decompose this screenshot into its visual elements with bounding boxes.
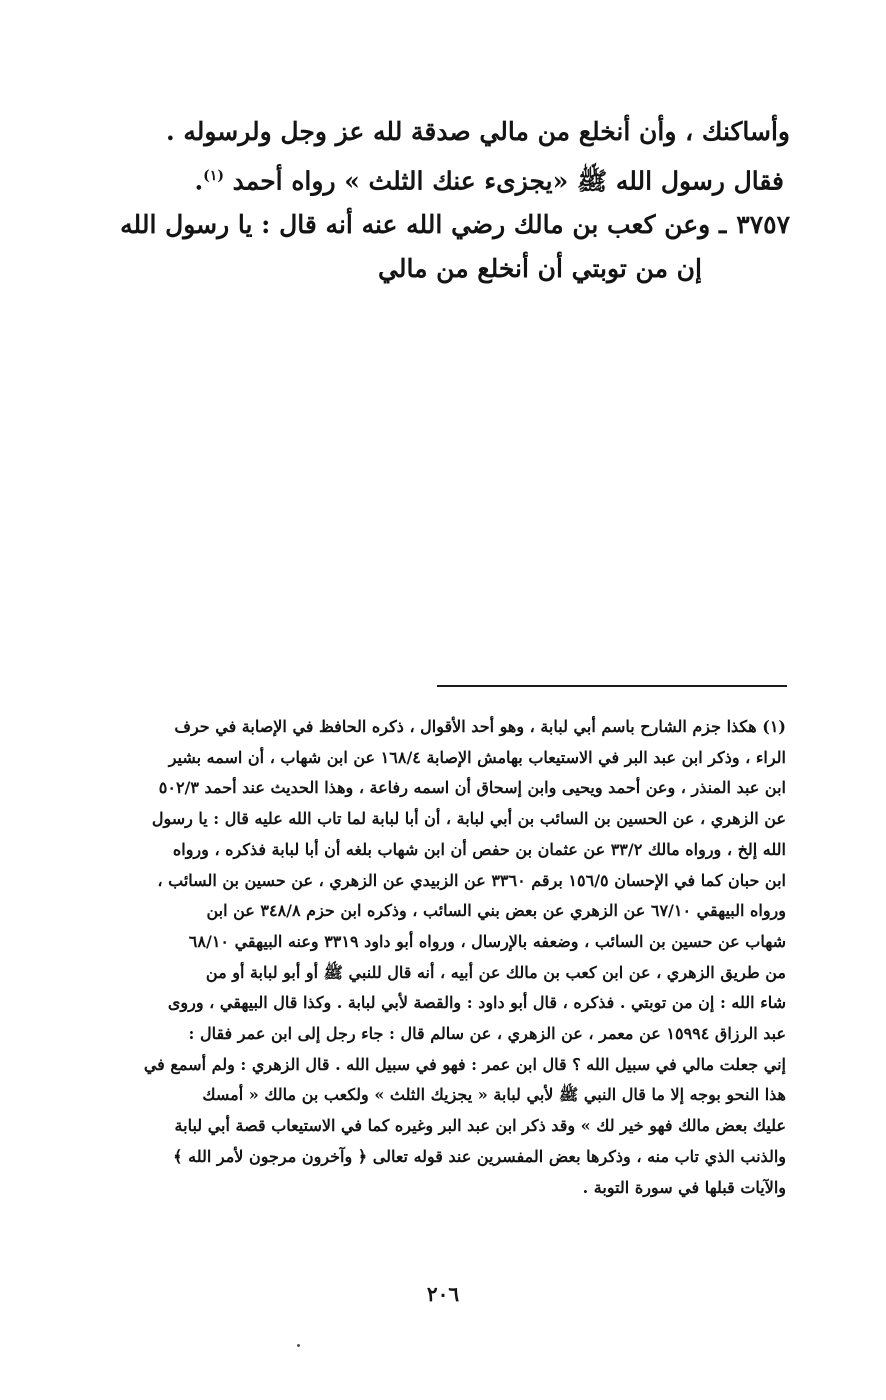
main-line-4: إن من توبتي أن أنخلع من مالي xyxy=(378,254,702,284)
footnote-line: عن الزهري ، عن الحسين بن السائب بن أبي لبابة ، أن أبا لبابة لما تاب الله عليه قال : يا رسول xyxy=(151,809,786,829)
footnote-line: عليك بعض مالك فهو خير لك » وقد ذكر ابن عبد البر وغيره كما في الاستيعاب قصة أبي لبابة xyxy=(174,1116,786,1136)
footnote-line: شاء الله : إن من توبتي . فذكره ، قال أبو داود : والقصة لأبي لبابة . وكذا قال البيهقي ، وروى xyxy=(167,993,786,1013)
footnote-line: (١) هكذا جزم الشارح باسم أبي لبابة ، وهو أحد الأقوال ، ذكره الحافظ في الإصابة في حرف xyxy=(174,717,786,736)
main-line-3 xyxy=(60,203,790,247)
page-number: ٢٠٦ xyxy=(426,1282,460,1306)
main-text-block xyxy=(60,110,790,291)
footnote-ref: (١) xyxy=(203,168,224,184)
footnote-line: إني جعلت مالي في سبيل الله ؟ قال ابن عمر : فهو في سبيل الله . قال الزهري : ولم أسمع في xyxy=(143,1054,786,1074)
main-line-1: وأساكنك ، وأن أنخلع من مالي صدقة لله عز وجل ولرسوله . xyxy=(165,117,790,146)
footnote-line: الله إلخ ، ورواه مالك ٣٣/٢ عن عثمان بن حفص أن ابن شهاب بلغه أن أبا لبابة فذكره ، ورواه xyxy=(172,839,786,859)
main-line-2 xyxy=(60,154,790,203)
footnote-line: والآيات قبلها في سورة التوبة . xyxy=(582,1177,786,1197)
footnote-line: عبد الرزاق ١٥٩٩٤ عن معمر ، عن الزهري ، عن سالم قال : جاء رجل إلى ابن عمر فقال : xyxy=(188,1024,786,1044)
footnote-divider xyxy=(437,685,787,687)
main-line-2-text: فقال رسول الله ﷺ «يجزىء عنك الثلث » رواه أحمد xyxy=(232,166,784,196)
main-line-3-text: ـ وعن كعب بن مالك رضي الله عنه أنه قال : يا رسول الله xyxy=(120,210,727,240)
scan-speck xyxy=(297,1344,300,1347)
footnote-line: هذا النحو بوجه إلا ما قال النبي ﷺ لأبي لبابة « يجزيك الثلث » ولكعب بن مالك « أمسك xyxy=(202,1085,786,1105)
footnote-line: ابن حبان كما في الإحسان ١٥٦/٥ برقم ٣٣٦٠ عن الزبيدي عن الزهري ، عن حسين بن السائب ، xyxy=(157,870,786,890)
footnote-line: الراء ، وذكر ابن عبد البر في الاستيعاب بهامش الإصابة ١٦٨/٤ عن ابن شهاب ، أن اسمه بشير xyxy=(168,747,786,767)
main-line-2-end: . xyxy=(194,166,204,196)
footnote-line: من طريق الزهري ، عن ابن كعب بن مالك عن أبيه ، أنه قال للنبي ﷺ أو أبو لبابة أو من xyxy=(205,962,786,982)
footnote-line: شهاب عن حسين بن السائب ، وضعفه بالإرسال ، ورواه أبو داود ٣٣١٩ وعنه البيهقي ٦٨/١٠ xyxy=(188,931,786,951)
hadith-number: ٣٧٥٧ xyxy=(736,210,790,240)
footnotes-block xyxy=(92,712,786,1203)
footnote-line: ورواه البيهقي ٦٧/١٠ عن الزهري عن بعض بني السائب ، وذكره ابن حزم ٣٤٨/٨ عن ابن xyxy=(206,901,786,921)
footnote-line: والذنب الذي تاب منه ، وذكرها بعض المفسرين عند قوله تعالى ﴿ وآخرون مرجون لأمر الله ﴾ xyxy=(173,1146,786,1166)
footnote-line: ابن عبد المنذر ، وعن أحمد ويحيى وابن إسحاق أن اسمه رفاعة ، وهذا الحديث عند أحمد ٥٠٢/٣ xyxy=(158,778,786,798)
